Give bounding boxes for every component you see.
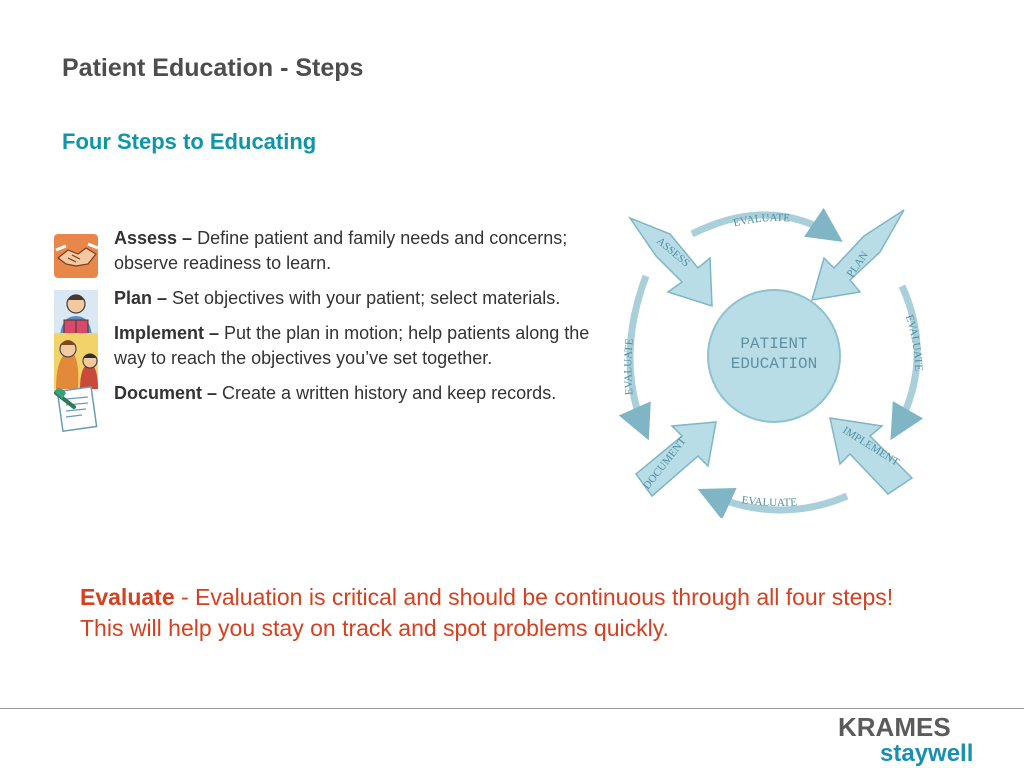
label-document: DOCUMENT [640, 435, 689, 492]
education-cycle-diagram [612, 196, 937, 518]
slide-title: Patient Education - Steps [62, 54, 364, 82]
krames-staywell-logo [838, 712, 978, 766]
label-assess: ASSESS [654, 235, 692, 270]
evaluate-lead: Evaluate [80, 584, 175, 610]
logo-top-text: KRAMES [838, 712, 951, 742]
footer-divider [0, 708, 1024, 709]
label-implement: IMPLEMENT [840, 424, 902, 469]
step-document [50, 381, 595, 406]
step-text: Define patient and family needs and concerns; observe readiness to learn. [114, 228, 568, 273]
logo-bottom-text: staywell [880, 740, 974, 767]
label-evaluate-bottom: EVALUATE [740, 494, 798, 510]
evaluate-text: - Evaluation is critical and should be continuous through all four steps! This will help you stay on track and spot problems quickly. [80, 584, 894, 641]
step-text: Create a written history and keep records. [217, 383, 557, 403]
step-text: Put the plan in motion; help patients along the way to reach the objectives you’ve set together. [114, 323, 590, 368]
step-lead: Document – [114, 383, 218, 403]
steps-list [50, 226, 595, 416]
step-assess [50, 226, 595, 276]
label-evaluate-left: EVALUATE [622, 337, 636, 396]
slide-subtitle: Four Steps to Educating [62, 129, 317, 154]
step-lead: Implement – [114, 323, 220, 343]
label-evaluate-top: EVALUATE [732, 211, 791, 230]
center-label-2: EDUCATION [730, 355, 818, 373]
writing-hand-icon [52, 381, 100, 435]
handshake-icon [52, 228, 100, 282]
evaluate-note [80, 582, 940, 644]
step-lead: Assess – [114, 228, 193, 248]
center-label-1: PATIENT [740, 335, 808, 353]
label-evaluate-right: EVALUATE [902, 313, 925, 372]
step-text: Set objectives with your patient; select materials. [167, 288, 561, 308]
label-plan: PLAN [844, 249, 871, 280]
step-plan [50, 286, 595, 311]
step-implement [50, 321, 595, 371]
step-lead: Plan – [114, 288, 168, 308]
